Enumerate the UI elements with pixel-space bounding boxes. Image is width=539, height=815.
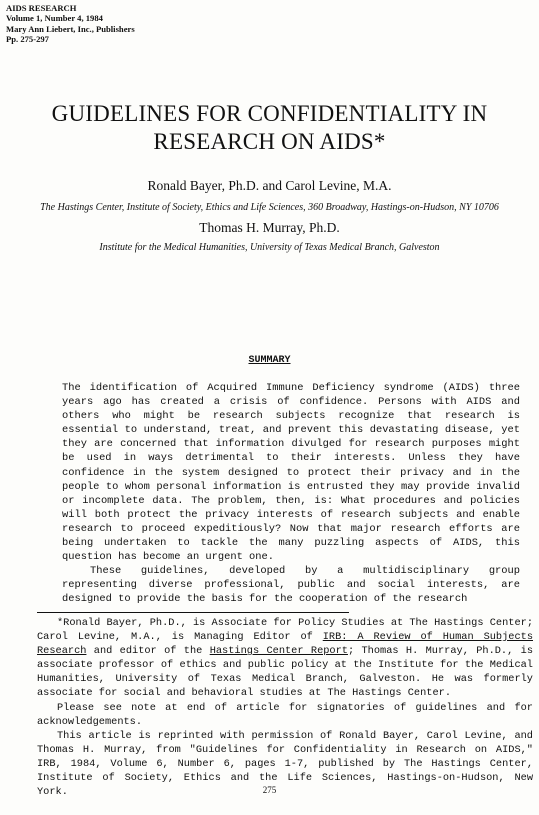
affiliation-2: Institute for the Medical Humanities, University of Texas Medical Branch, Galveston <box>99 242 440 253</box>
journal-header <box>6 3 135 45</box>
title-line-1: GUIDELINES FOR CONFIDENTIALITY IN <box>51 101 488 126</box>
summary-paragraph-2: These guidelines, developed by a multidisciplinary group representing diverse professional, public and social interests, are designed to provide the basis for the cooperation of the research <box>62 565 520 606</box>
journal-pages: Pp. 275-297 <box>6 34 49 45</box>
footnote-divider <box>37 612 349 613</box>
footnotes <box>37 616 533 799</box>
title-line-2: RESEARCH ON AIDS* <box>153 129 386 154</box>
footnote-author-info <box>37 616 533 701</box>
footnote-1-part-a: *Ronald Bayer, Ph.D., is Associate for Policy Studies at The Hastings Center; Carol Levine, M.A., is Managing Editor of <box>37 617 533 644</box>
author-group-2: Thomas H. Murray, Ph.D. <box>199 220 340 235</box>
irb-journal-title: IRB: A Review of Human Subjects Research <box>37 631 533 658</box>
affiliation-1: The Hastings Center, Institute of Society, Ethics and Life Sciences, 360 Broadway, Hastings-on-Hudson, NY 10706 <box>40 202 499 213</box>
page-number: 275 <box>262 785 277 795</box>
journal-volume: Volume 1, Number 4, 1984 <box>6 13 103 24</box>
summary-body <box>62 381 520 607</box>
hastings-report-title: Hastings Center Report <box>209 645 348 658</box>
summary-paragraph-1: The identification of Acquired Immune Deficiency syndrome (AIDS) three years ago has created a crisis of confidence. Persons with AIDS and others who might be research subjects recognize that research is essential to understand, treat, and prevent this devastating disease, yet they are concerned that information divulged for research purposes might be used in ways detrimental to their interests. Unless they have confidence in the system designed to protect their privacy and in the people to whom personal information is entrusted they may provide invalid or incomplete data. The problem, then, is: What procedures and policies will both protect the privacy interests of research subjects and enable research to proceed expeditiously? Now that major research efforts are being undertaken to tackle the many puzzling aspects of AIDS, this question has become an urgent one. <box>62 382 520 564</box>
footnote-reprint: This article is reprinted with permission of Ronald Bayer, Carol Levine, and Thomas H. Murray, from "Guidelines for Confidentiality in Research on AIDS," IRB, 1984, Volume 6, Number 6, pages 1-7, published by The Hastings Center, Institute of Society, Ethics and the Life Sciences, Hastings-on-Hudson, New York. <box>37 729 533 799</box>
journal-publisher: Mary Ann Liebert, Inc., Publishers <box>6 23 135 34</box>
article-title <box>0 100 539 156</box>
summary-heading: SUMMARY <box>248 355 291 366</box>
footnote-signatories: Please see note at end of article for signatories of guidelines and for acknowledgements. <box>37 701 533 728</box>
journal-name: AIDS RESEARCH <box>6 3 77 13</box>
author-group-1: Ronald Bayer, Ph.D. and Carol Levine, M.A. <box>147 178 392 193</box>
footnote-1-part-b: and editor of the <box>86 645 210 658</box>
footnote-1-part-c: ; Thomas H. Murray, Ph.D., is associate professor of ethics and public policy at the Institute for the Medical Humanities, University of Texas Medical Branch, Galveston. He was formerly associate for social and behavioral studies at The Hastings Center. <box>37 645 533 700</box>
